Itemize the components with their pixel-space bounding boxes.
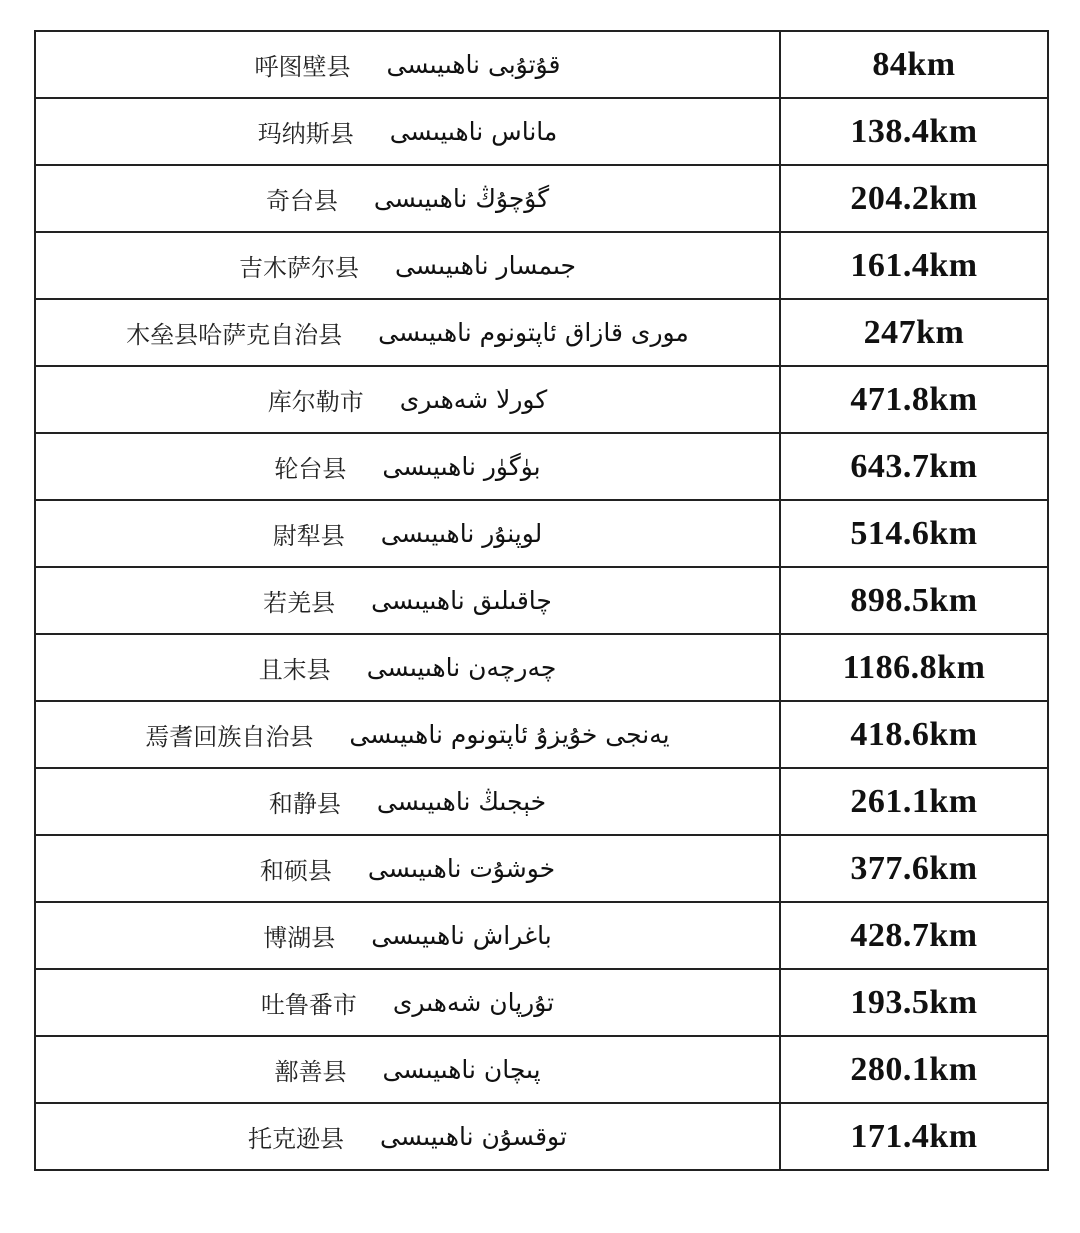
place-name-cell [35, 567, 780, 634]
chinese-place-name: 若羌县 [263, 589, 336, 617]
uyghur-place-name: چەرچەن ناھىيىسى [366, 653, 557, 682]
place-name-cell [35, 1036, 780, 1103]
chinese-place-name: 且末县 [258, 656, 331, 684]
uyghur-place-name: تۇرپان شەھىرى [392, 988, 555, 1017]
uyghur-place-name: ماناس ناھىيىسى [389, 117, 558, 146]
table-row [35, 433, 1048, 500]
table-body [35, 31, 1048, 1170]
distance-cell: 193.5km [780, 969, 1048, 1036]
place-name-cell [35, 1103, 780, 1170]
place-name-cell [35, 232, 780, 299]
table-row [35, 165, 1048, 232]
distance-cell: 471.8km [780, 366, 1048, 433]
chinese-place-name: 玛纳斯县 [257, 120, 354, 148]
place-name-group [145, 717, 669, 752]
uyghur-place-name: يەنجى خۇيزۇ ئاپتونوم ناھىيىسى [349, 720, 670, 749]
place-name-group [274, 1052, 540, 1087]
distance-cell: 204.2km [780, 165, 1048, 232]
distance-cell: 428.7km [780, 902, 1048, 969]
chinese-place-name: 呼图壁县 [254, 53, 351, 81]
distance-cell: 898.5km [780, 567, 1048, 634]
place-name-group [259, 650, 557, 685]
place-name-cell [35, 835, 780, 902]
uyghur-place-name: توقسۇن ناھىيىسى [380, 1122, 567, 1151]
place-name-group [273, 516, 543, 551]
uyghur-place-name: جىمسار ناھىيىسى [395, 251, 576, 280]
table-row [35, 701, 1048, 768]
chinese-place-name: 和静县 [268, 790, 341, 818]
chinese-place-name: 尉犁县 [272, 522, 345, 550]
table-row [35, 567, 1048, 634]
table-row [35, 98, 1048, 165]
chinese-place-name: 和硕县 [259, 857, 332, 885]
distance-cell: 261.1km [780, 768, 1048, 835]
place-name-cell [35, 902, 780, 969]
place-name-cell [35, 500, 780, 567]
table-row [35, 232, 1048, 299]
chinese-place-name: 吉木萨尔县 [239, 254, 360, 282]
distance-table [34, 30, 1049, 1171]
place-name-cell [35, 634, 780, 701]
uyghur-place-name: خېجىڭ ناھىيىسى [376, 787, 547, 816]
place-name-group [248, 1119, 567, 1154]
uyghur-place-name: كورلا شەھىرى [399, 385, 548, 414]
table-row [35, 1103, 1048, 1170]
distance-cell: 84km [780, 31, 1048, 98]
distance-cell: 1186.8km [780, 634, 1048, 701]
chinese-place-name: 轮台县 [274, 455, 347, 483]
uyghur-place-name: باغراش ناھىيىسى [371, 921, 552, 950]
table-row [35, 902, 1048, 969]
table-row [35, 31, 1048, 98]
place-name-cell [35, 433, 780, 500]
uyghur-place-name: بۈگۈر ناھىيىسى [382, 452, 541, 481]
chinese-place-name: 鄯善县 [274, 1058, 347, 1086]
place-name-group [258, 114, 558, 149]
table-row [35, 500, 1048, 567]
uyghur-place-name: پىچان ناھىيىسى [382, 1055, 541, 1084]
chinese-place-name: 吐鲁番市 [260, 991, 357, 1019]
distance-cell: 514.6km [780, 500, 1048, 567]
table-row [35, 835, 1048, 902]
place-name-cell [35, 299, 780, 366]
place-name-group [274, 449, 540, 484]
table-row [35, 969, 1048, 1036]
distance-cell: 247km [780, 299, 1048, 366]
place-name-cell [35, 768, 780, 835]
distance-cell: 171.4km [780, 1103, 1048, 1170]
place-name-cell [35, 98, 780, 165]
distance-cell: 138.4km [780, 98, 1048, 165]
distance-cell: 418.6km [780, 701, 1048, 768]
place-name-cell [35, 366, 780, 433]
table-row [35, 366, 1048, 433]
table-row [35, 1036, 1048, 1103]
chinese-place-name: 木垒县哈萨克自治县 [126, 321, 343, 349]
place-name-group [266, 181, 549, 216]
table-row [35, 299, 1048, 366]
distance-cell: 280.1km [780, 1036, 1048, 1103]
distance-cell: 161.4km [780, 232, 1048, 299]
place-name-group [263, 583, 552, 618]
uyghur-place-name: مورى قازاق ئاپتونوم ناھىيىسى [378, 318, 689, 347]
place-name-cell [35, 165, 780, 232]
place-name-group [260, 851, 555, 886]
place-name-group [126, 315, 689, 350]
chinese-place-name: 博湖县 [263, 924, 336, 952]
place-name-cell [35, 969, 780, 1036]
uyghur-place-name: چاقىلىق ناھىيىسى [371, 586, 552, 615]
place-name-group [269, 784, 546, 819]
place-name-cell [35, 701, 780, 768]
uyghur-place-name: گۇچۇڭ ناھىيىسى [373, 184, 550, 213]
uyghur-place-name: قۇتۇبى ناھىيىسى [386, 50, 561, 79]
table-row [35, 768, 1048, 835]
uyghur-place-name: خوشۇت ناھىيىسى [367, 854, 556, 883]
uyghur-place-name: لوپنۇر ناھىيىسى [380, 519, 543, 548]
chinese-place-name: 焉耆回族自治县 [145, 723, 314, 751]
place-name-group [263, 918, 551, 953]
place-name-group [268, 382, 548, 417]
place-name-cell [35, 31, 780, 98]
distance-cell: 377.6km [780, 835, 1048, 902]
chinese-place-name: 奇台县 [265, 187, 338, 215]
chinese-place-name: 托克逊县 [248, 1125, 345, 1153]
place-name-group [254, 47, 560, 82]
table-row [35, 634, 1048, 701]
chinese-place-name: 库尔勒市 [267, 388, 364, 416]
place-name-group [261, 985, 554, 1020]
distance-cell: 643.7km [780, 433, 1048, 500]
place-name-group [239, 248, 576, 283]
